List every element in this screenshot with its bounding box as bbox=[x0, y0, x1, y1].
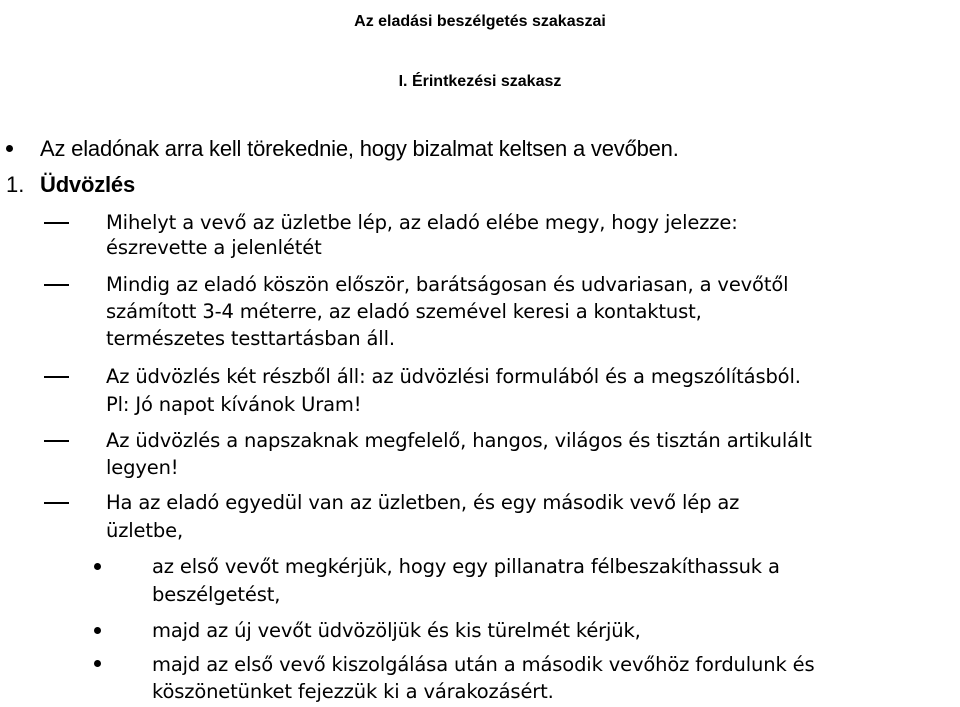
subitem-3-line-2: köszönetünket fejezzük ki a várakozásért. bbox=[152, 680, 554, 703]
item-1-line-2: észrevette a jelenlétét bbox=[106, 236, 322, 259]
item-5-line-2: üzletbe, bbox=[106, 519, 184, 542]
item-4-line-2: legyen! bbox=[106, 456, 179, 479]
section-heading: Üdvözlés bbox=[40, 172, 135, 197]
subitem-3-line-1: majd az első vevő kiszolgálása után a második vevőhöz fordulunk és bbox=[152, 653, 815, 676]
subitem-1-line-2: beszélgetést, bbox=[152, 583, 281, 606]
bullet-icon bbox=[94, 660, 101, 667]
item-3-line-2: Pl: Jó napot kívánok Uram! bbox=[106, 393, 362, 416]
bullet-icon bbox=[94, 627, 101, 634]
section-number: 1. bbox=[6, 172, 25, 197]
dash-icon bbox=[44, 284, 69, 286]
intro-text: Az eladónak arra kell törekednie, hogy bizalmat keltsen a vevőben. bbox=[40, 136, 679, 161]
bullet-icon bbox=[6, 145, 13, 152]
dash-icon bbox=[44, 376, 69, 378]
item-5-line-1: Ha az eladó egyedül van az üzletben, és egy második vevő lép az bbox=[106, 491, 740, 514]
dash-icon bbox=[44, 502, 69, 504]
slide-subtitle: I. Érintkezési szakasz bbox=[398, 73, 562, 90]
dash-icon bbox=[44, 440, 69, 442]
subitem-2-line-1: majd az új vevőt üdvözöljük és kis türelmét kérjük, bbox=[152, 619, 641, 642]
slide-title: Az eladási beszélgetés szakaszai bbox=[354, 13, 606, 30]
dash-icon bbox=[44, 222, 69, 224]
item-3-line-1: Az üdvözlés két részből áll: az üdvözlési formulából és a megszólításból. bbox=[106, 365, 801, 388]
item-2-line-1: Mindig az eladó köszön először, barátságosan és udvariasan, a vevőtől bbox=[106, 273, 789, 296]
item-4-line-1: Az üdvözlés a napszaknak megfelelő, hangos, világos és tisztán artikulált bbox=[106, 429, 812, 452]
item-2-line-3: természetes testtartásban áll. bbox=[106, 327, 395, 350]
item-1-line-1: Mihelyt a vevő az üzletbe lép, az eladó elébe megy, hogy jelezze: bbox=[106, 211, 738, 234]
item-2-line-2: számított 3-4 méterre, az eladó szemével keresi a kontaktust, bbox=[106, 300, 702, 323]
subitem-1-line-1: az első vevőt megkérjük, hogy egy pillanatra félbeszakíthassuk a bbox=[152, 555, 780, 578]
bullet-icon bbox=[94, 563, 101, 570]
